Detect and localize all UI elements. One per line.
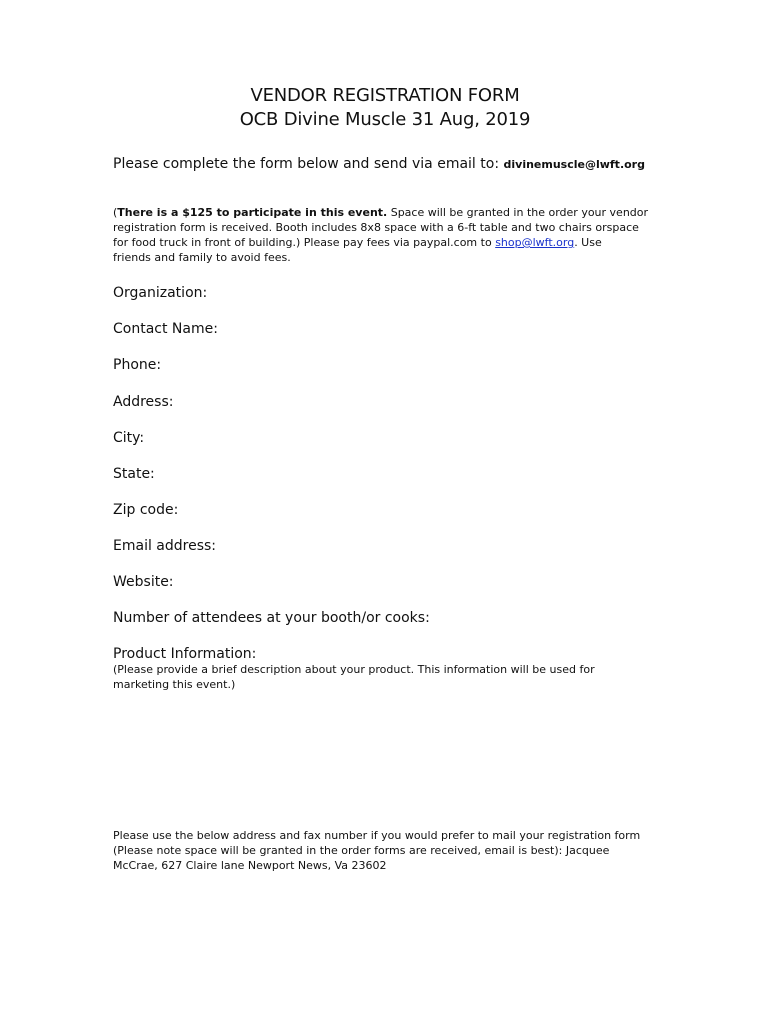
mail-note-line-1: Please use the below address and fax number if you would prefer to mail your registration form [113,829,641,842]
event-subtitle: OCB Divine Muscle 31 Aug, 2019 [239,109,531,130]
field-organization: Organization: [113,285,208,301]
product-note [113,662,595,692]
product-note-line-1: (Please provide a brief description about your product. This information will be used for [113,663,595,676]
instructions-text: Please complete the form below and send via email to: [113,156,504,172]
fee-line-2: registration form is received. Booth includes 8x8 space with a 6-ft table and two chairs orspace [113,221,639,234]
fee-line-3-post: . Use [574,236,602,249]
form-title: VENDOR REGISTRATION FORM [250,85,520,106]
field-email-address: Email address: [113,538,217,554]
fee-note [113,205,673,265]
field-product-information: Product Information: [113,646,257,662]
field-attendees: Number of attendees at your booth/or cooks: [113,610,430,626]
submission-email: divinemuscle@lwft.org [503,158,645,171]
title-block [0,84,770,132]
email-instructions [113,154,645,175]
field-address: Address: [113,394,174,410]
mail-address-note [113,828,640,873]
field-zip-code: Zip code: [113,502,179,518]
fee-line-3 [113,235,673,250]
fee-line-1-rest: Space will be granted in the order your vendor [387,206,649,219]
paypal-email-link[interactable]: shop@lwft.org [495,236,575,249]
fee-line-3-pre: for food truck in front of building.) Please pay fees via paypal.com to [113,236,496,249]
mail-note-line-2: (Please note space will be granted in the order forms are received, email is best): Jacquee [113,844,610,857]
product-note-line-2: marketing this event.) [113,678,236,691]
fee-line-4: friends and family to avoid fees. [113,251,291,264]
field-contact-name: Contact Name: [113,321,218,337]
field-website: Website: [113,574,174,590]
fee-amount-statement: There is a $125 to participate in this event. [117,206,388,219]
field-phone: Phone: [113,357,162,373]
fee-line-1 [113,205,673,220]
field-city: City: [113,430,145,446]
mail-note-line-3: McCrae, 627 Claire lane Newport News, Va 23602 [113,859,387,872]
fee-open-paren: ( [113,206,118,219]
field-state: State: [113,466,155,482]
